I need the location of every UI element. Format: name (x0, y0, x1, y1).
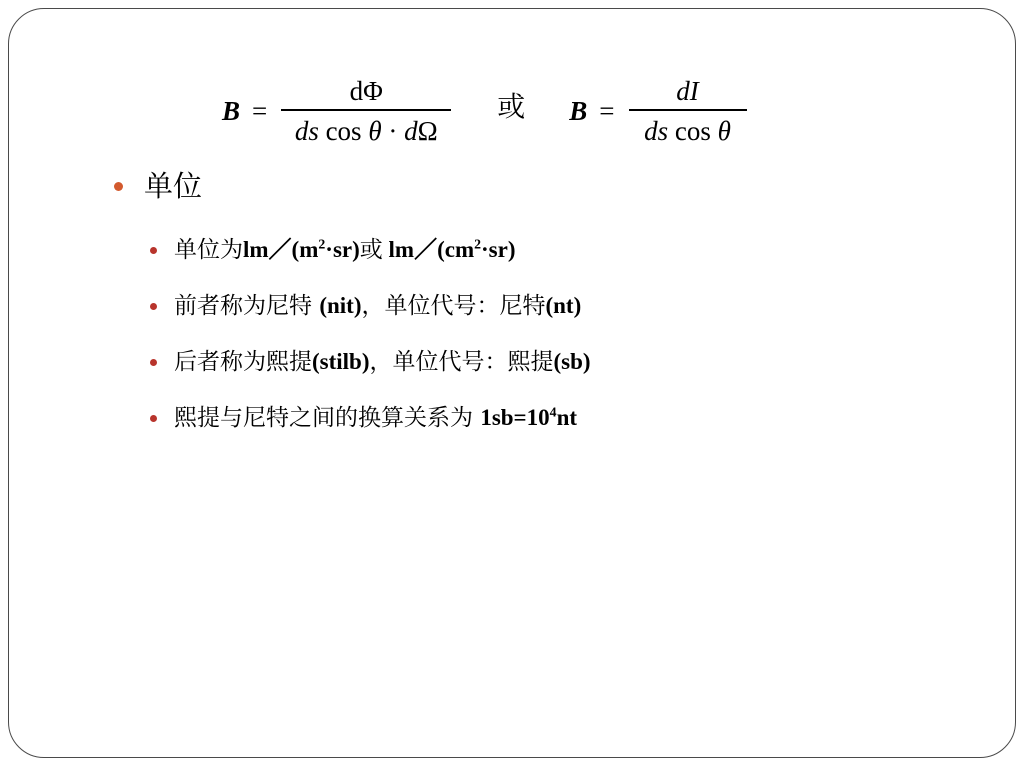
text-segment: (nt) (545, 293, 582, 318)
conversion-text (174, 398, 577, 438)
list-item (150, 390, 591, 446)
formula1-den-dot: · (388, 116, 398, 146)
text-segment: (stilb) (312, 349, 370, 374)
list-item (150, 222, 591, 278)
formula1-numerator (346, 75, 387, 109)
formula1-num-d: d (349, 76, 364, 106)
formula1-lhs: B (222, 95, 241, 126)
text-segment: ·sr) (325, 237, 360, 262)
formula1-num-phi: Φ (363, 76, 383, 106)
formula2-denominator (640, 111, 735, 147)
formula1-fraction (281, 75, 451, 147)
formula1-equals: = (252, 95, 268, 126)
bullet-dot-icon (150, 359, 157, 366)
text-segment: 1sb=10 (480, 405, 550, 430)
formula2-equals: = (599, 95, 615, 126)
formula1-den-theta: θ (368, 116, 382, 146)
text-segment: 单位为 (174, 237, 243, 263)
text-segment: 熙提与尼特之间的换算关系为 (174, 405, 481, 431)
luminance-formula-2 (569, 75, 746, 147)
units-sub-list (150, 222, 591, 446)
nit-definition-text (174, 286, 581, 326)
text-segment: 前者称为尼特 (174, 293, 320, 319)
formula2-den-cos: cos (674, 116, 711, 146)
formula2-lhs: B (569, 95, 588, 126)
formula-row (222, 66, 747, 156)
bullet-units (114, 166, 202, 206)
formula1-den-d: d (404, 116, 418, 146)
superscript: 4 (549, 404, 557, 420)
bullet-dot-icon (150, 303, 157, 310)
text-segment: ，单位代号：尼特 (361, 293, 546, 319)
formula1-den-cos: cos (325, 116, 362, 146)
text-segment: lm／(m (243, 237, 319, 262)
superscript: 2 (474, 236, 482, 252)
list-item (150, 334, 591, 390)
text-segment: ，单位代号：熙提 (369, 349, 554, 375)
stilb-definition-text (174, 342, 591, 382)
text-segment: nt (556, 405, 578, 430)
luminance-formula-1 (222, 75, 451, 147)
text-segment: (sb) (553, 349, 591, 374)
formula2-numerator: dI (676, 76, 699, 106)
formula-connector: 或 (497, 90, 526, 123)
formula2-fraction (629, 75, 747, 147)
bullet-dot-icon (150, 247, 157, 254)
formula1-den-ds: ds (294, 116, 319, 146)
text-segment: 后者称为熙提 (174, 349, 312, 375)
text-segment: lm／(cm (382, 237, 475, 262)
formula1-den-omega: Ω (417, 116, 438, 146)
bullet-dot-icon (114, 182, 123, 191)
text-segment: (nit) (319, 293, 362, 318)
text-segment: 或 (359, 237, 383, 263)
formula2-den-ds: ds (644, 116, 669, 146)
formula1-denominator (291, 111, 442, 147)
text-segment: ·sr) (481, 237, 516, 262)
formula2-den-theta: θ (717, 116, 731, 146)
bullet-units-label: 单位 (144, 169, 203, 203)
superscript: 2 (318, 236, 326, 252)
list-item (150, 278, 591, 334)
unit-definition-text (174, 230, 516, 270)
bullet-dot-icon (150, 415, 157, 422)
